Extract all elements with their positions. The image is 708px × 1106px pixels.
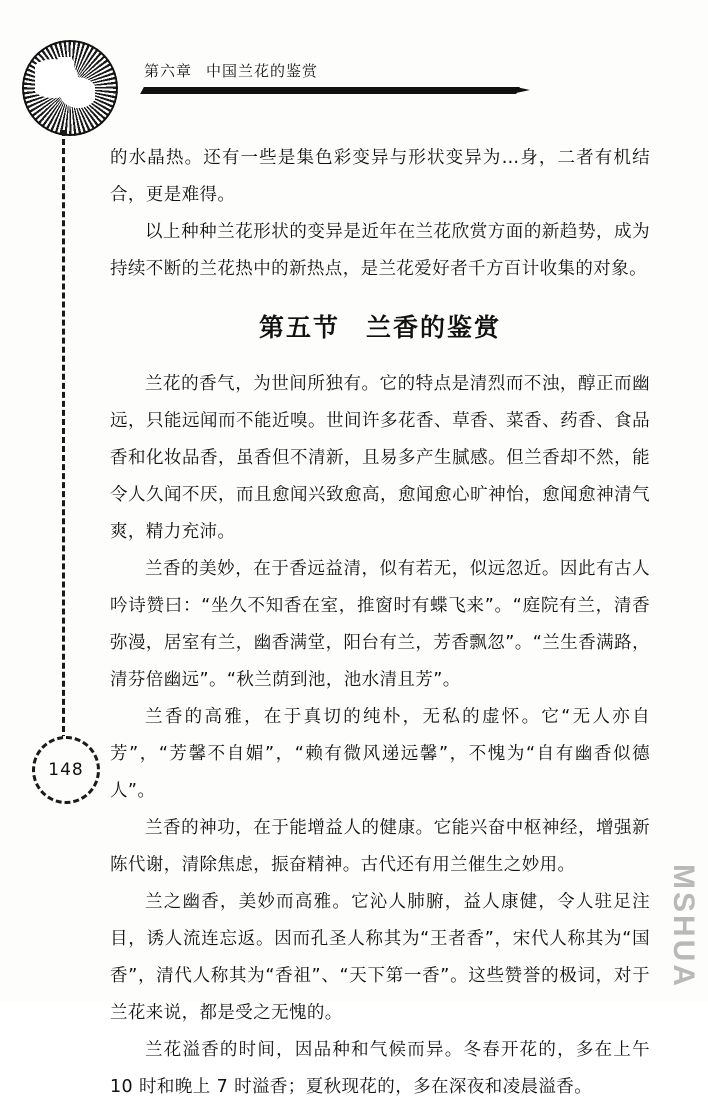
header-rule-arrow <box>516 87 530 93</box>
page-body <box>110 140 650 1106</box>
paragraph: 兰花溢香的时间，因品种和气候而异。冬春开花的，多在上午 10 时和晚上 7 时溢香；夏秋现花的，多在深夜和凌晨溢香。 <box>110 1040 650 1097</box>
globe-icon <box>22 40 118 136</box>
watermark: MSHUA <box>667 864 700 989</box>
section-number: 第五节 <box>258 313 340 342</box>
page-number: 148 <box>32 736 100 804</box>
paragraph: 兰香的美妙，在于香远益清，似有若无，似远忽近。因此有古人吟诗赞曰：“坐久不知香在室，推窗时有蝶飞来”。“庭院有兰，清香弥漫，居室有兰，幽香满堂，阳台有兰，芳香飘忽”。“兰生香满路，清芬倍幽远”。“秋兰荫到池，池水清且芳”。 <box>110 559 650 690</box>
paragraph: 兰花的香气，为世间所独有。它的特点是清烈而不浊，醇正而幽远，只能远闻而不能近嗅。世间许多花香、草香、菜香、药香、食品香和化妆品香，虽香但不清新，且易多产生腻感。但兰香却不然，能令人久闻不厌，而且愈闻兴致愈高，愈闻愈心旷神怡，愈闻愈神清气爽，精力充沛。 <box>110 374 650 542</box>
page-spine-decoration <box>62 130 65 750</box>
chapter-title-text: 中国兰花的鉴赏 <box>206 62 319 80</box>
paragraph: 的水晶热。还有一些是集色彩变异与形状变异为…身，二者有机结合，更是难得。 <box>110 148 650 205</box>
chapter-label: 第六章 <box>144 62 193 80</box>
header-rule <box>140 87 520 94</box>
section-heading <box>110 306 650 350</box>
section-title: 兰香的鉴赏 <box>366 313 502 342</box>
paragraph: 兰香的神功，在于能增益人的健康。它能兴奋中枢神经，增强新陈代谢，清除焦虑，振奋精神。古代还有用兰催生之妙用。 <box>110 818 650 875</box>
paragraph: 以上种种兰花形状的变异是近年在兰花欣赏方面的新趋势，成为持续不断的兰花热中的新热点，是兰花爱好者千方百计收集的对象。 <box>110 222 650 279</box>
page-header <box>22 40 678 150</box>
chapter-heading <box>144 60 318 81</box>
paragraph: 兰之幽香，美妙而高雅。它沁人肺腑，益人康健，令人驻足注目，诱人流连忘返。因而孔圣人称其为“王者香”，宋代人称其为“国香”，清代人称其为“香祖”、“天下第一香”。这些赞誉的极词，对于兰花来说，都是受之无愧的。 <box>110 892 650 1023</box>
paragraph: 兰香的高雅，在于真切的纯朴，无私的虚怀。它“无人亦自芳”，“芳馨不自媚”，“赖有微风递远馨”，不愧为“自有幽香似德人”。 <box>110 707 650 801</box>
